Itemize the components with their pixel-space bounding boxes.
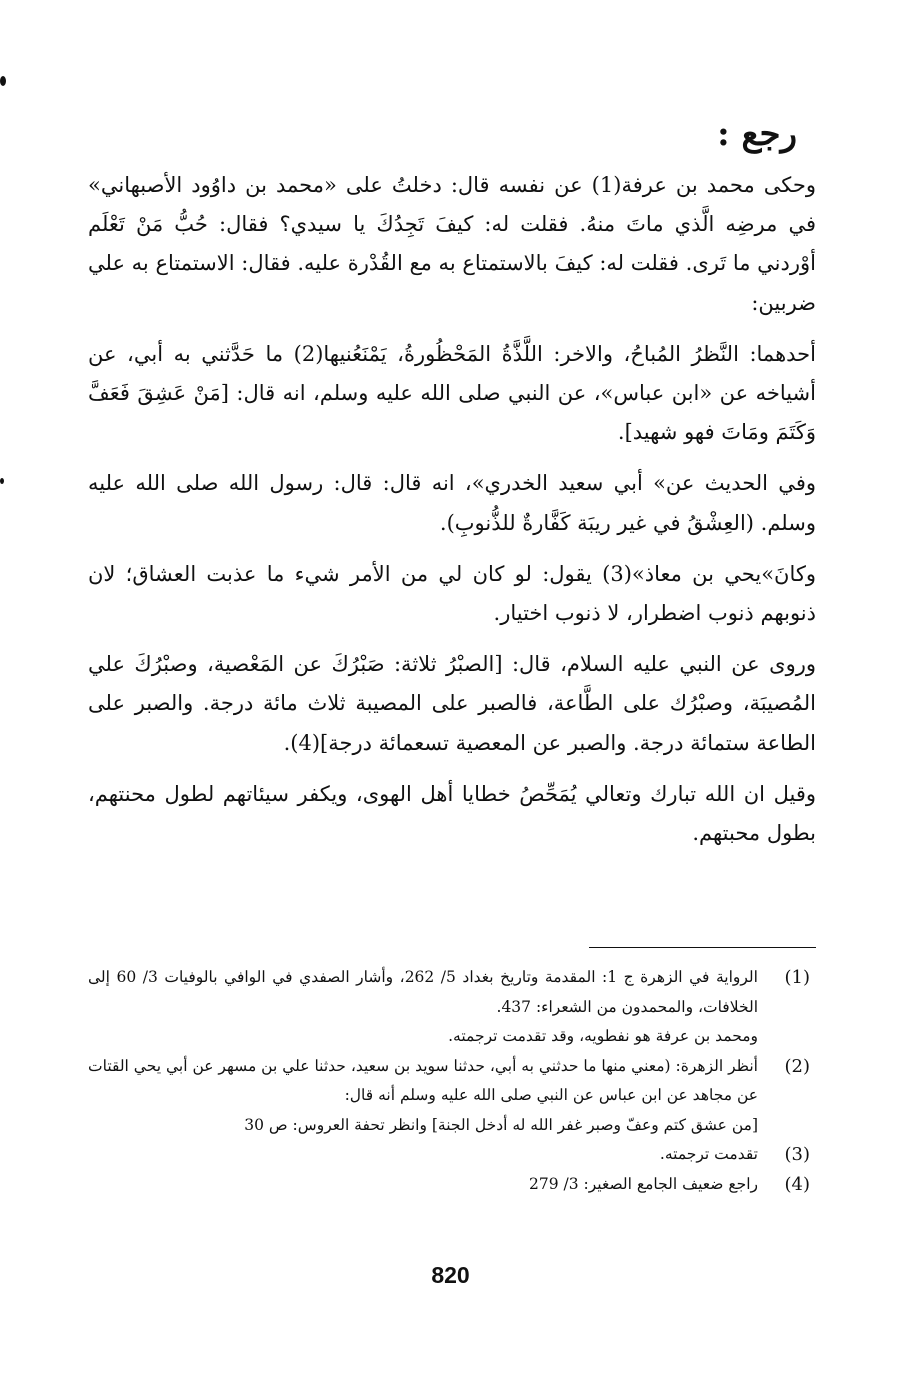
footnote-line: ومحمد بن عرفة هو نفطويه، وقد تقدمت ترجمته. [448, 1027, 758, 1045]
footnote-line: [من عشق كتم وعفّ وصبر غفر الله له أدخل الجنة] وانظر تحفة العروس: ص 30 [244, 1115, 758, 1134]
footnote [88, 963, 816, 1052]
footnote-separator [589, 947, 816, 948]
footnote [88, 1052, 816, 1141]
scan-speck [0, 478, 4, 484]
footnotes [88, 963, 816, 1199]
footnote-line: تقدمت ترجمته. [659, 1145, 758, 1163]
footnote-number: (1) [784, 967, 810, 988]
body-text [88, 166, 816, 865]
footnote-line: الرواية في الزهرة ج 1: المقدمة وتاريخ بغداد 5/ 262، وأشار الصفدي في الوافي بالوفيات 3/ 60 إلى الخلافات، والمحمدون من الشعراء: 437. [88, 968, 758, 1016]
footnote-text [88, 1140, 758, 1170]
footnote-line: راجع ضعيف الجامع الصغير: 3/ 279 [528, 1174, 758, 1193]
footnote [88, 1140, 816, 1170]
footnote-text [88, 1052, 758, 1141]
paragraph: وحكى محمد بن عرفة(1) عن نفسه قال: دخلتُ على «محمد بن داوُود الأصبهاني» في مرضِه الَّذي ماتَ منهُ. فقلت له: كيفَ تَجِدُكَ يا سيدي؟ فقال: حُبُّ مَنْ تَعْلَم أوْردني ما تَرى. فقلت له: كيفَ بالاستمتاع به مع القُدْرة عليه. فقال: الاستمتاع به علي ضربين: [88, 173, 816, 315]
footnote-number: (2) [784, 1055, 810, 1077]
footnote-number: (3) [784, 1144, 810, 1165]
footnote-line: أنظر الزهرة: (معني منها ما حدثني به أبي، حدثنا سويد بن سعيد، حدثنا علي بن مسهر عن أبي يحي القتات عن مجاهد عن ابن عباس عن النبي صلى الله عليه وسلم أنه قال: [88, 1056, 758, 1104]
footnote-text [88, 963, 758, 1052]
paragraph: وقيل ان الله تبارك وتعالي يُمَحِّصُ خطايا أهل الهوى، ويكفر سيئاتهم لطول محنتهم، بطول محبتهم. [88, 781, 816, 846]
footnote-number: (4) [784, 1173, 810, 1195]
paragraph: وكانَ»يحي بن معاذ»(3) يقول: لو كان لي من الأمر شيء ما عذبت العشاق؛ لان ذنوبهم ذنوب اضطرار، لا ذنوب اختيار. [88, 561, 817, 626]
paragraph: وفي الحديث عن» أبي سعيد الخدري»، انه قال: قال: رسول الله صلى الله عليه وسلم. (العِشْقُ في غير ريبَة كَفَّارةٌ للذُّنوبِ). [88, 471, 816, 535]
footnote [88, 1170, 816, 1200]
footnote-text [88, 1170, 758, 1200]
section-heading: رجع : [717, 114, 797, 154]
paragraph: أحدهما: النَّظرُ المُباحُ، والاخر: اللَّذَّةُ المَحْظُورةُ، يَمْنَعُنيها(2) ما حَدَّثني به أبي، عن أشياخه عن «ابن عباس»، عن النبي صلى الله عليه وسلم، انه قال: [مَنْ عَشِقَ فَعَفَّ وَكَتَمَ ومَاتَ فهو شهيد]. [88, 341, 816, 445]
paragraph: وروى عن النبي عليه السلام، قال: [الصبْرُ ثلاثة: صَبْرُكَ عن المَعْصية، وصبْرُكَ علي المُصيبَة، وصبْرُك على الطَّاعة، فالصبر على المصيبة ثلاث مائة درجة. والصبر على الطاعة ستمائة درجة. والصبر عن المعصية تسعمائة درجة](4). [88, 652, 816, 755]
scan-speck [0, 76, 6, 86]
page-number: 820 [431, 1262, 470, 1288]
